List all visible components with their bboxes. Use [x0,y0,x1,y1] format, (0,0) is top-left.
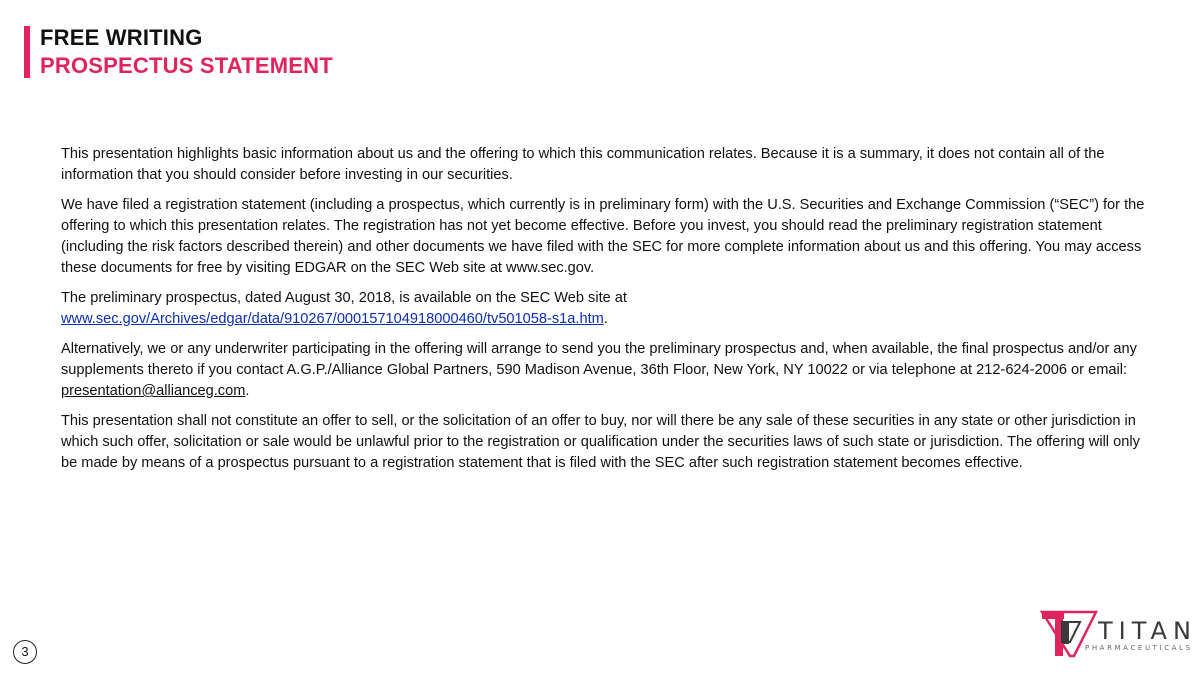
titan-logo [1040,606,1197,662]
page-title-line1: FREE WRITING [40,25,203,50]
paragraph-registration: We have filed a registration statement (including a prospectus, which currently is in preliminary form) with the U.S. Securities and Exchange Commission (“SEC”) for the offering to which this presentation relates. The registration has not yet become effective. Before you invest, you should read the preliminary registration statement (including the risk factors described therein) and other documents we have filed with the SEC for more complete information about us and this offering. You may access these documents for free by visiting EDGAR on the SEC Web site at www.sec.gov. [61,197,1145,276]
prospectus-end: . [603,311,608,327]
paragraph-contact [61,339,1146,402]
prospectus-text: The preliminary prospectus, dated August 30, 2018, is available on the SEC Web site at [61,290,627,306]
statement-body [61,144,1146,483]
paragraph-prospectus [61,288,1146,330]
email-link[interactable]: presentation@allianceg.com [61,383,246,399]
page-title-line2: PROSPECTUS STATEMENT [40,53,333,78]
page-number-badge: 3 [13,640,37,664]
titan-logo-mark-icon [1040,606,1098,662]
logo-subtitle: PHARMACEUTICALS [1085,644,1193,652]
logo-wordmark: TITAN [1098,617,1197,645]
contact-end: . [245,383,250,399]
contact-text: Alternatively, we or any underwriter participating in the offering will arrange to send you the preliminary prospectus and, when available, the final prospectus and/or any supplements thereto if you contact A.G.P./Alliance Global Partners, 590 Madison Avenue, 36th Floor, New York, NY 10022 or via telephone at 212-624-2006 or email: [61,341,1137,378]
paragraph-disclaimer: This presentation shall not constitute an offer to sell, or the solicitation of an offer to buy, nor will there be any sale of these securities in any state or other jurisdiction in which such offer, solicitation or sale would be unlawful prior to the registration or qualification under the securities laws of such state or jurisdiction. The offering will only be made by means of a prospectus pursuant to a registration statement that is filed with the SEC after such registration statement becomes effective. [61,413,1140,471]
page-title [40,24,333,80]
prospectus-link[interactable]: www.sec.gov/Archives/edgar/data/910267/000157104918000460/tv501058-s1a.htm [61,311,604,327]
title-accent-bar [24,26,30,78]
paragraph-summary: This presentation highlights basic information about us and the offering to which this communication relates. Because it is a summary, it does not contain all of the information that you should consider before investing in our securities. [61,146,1105,183]
